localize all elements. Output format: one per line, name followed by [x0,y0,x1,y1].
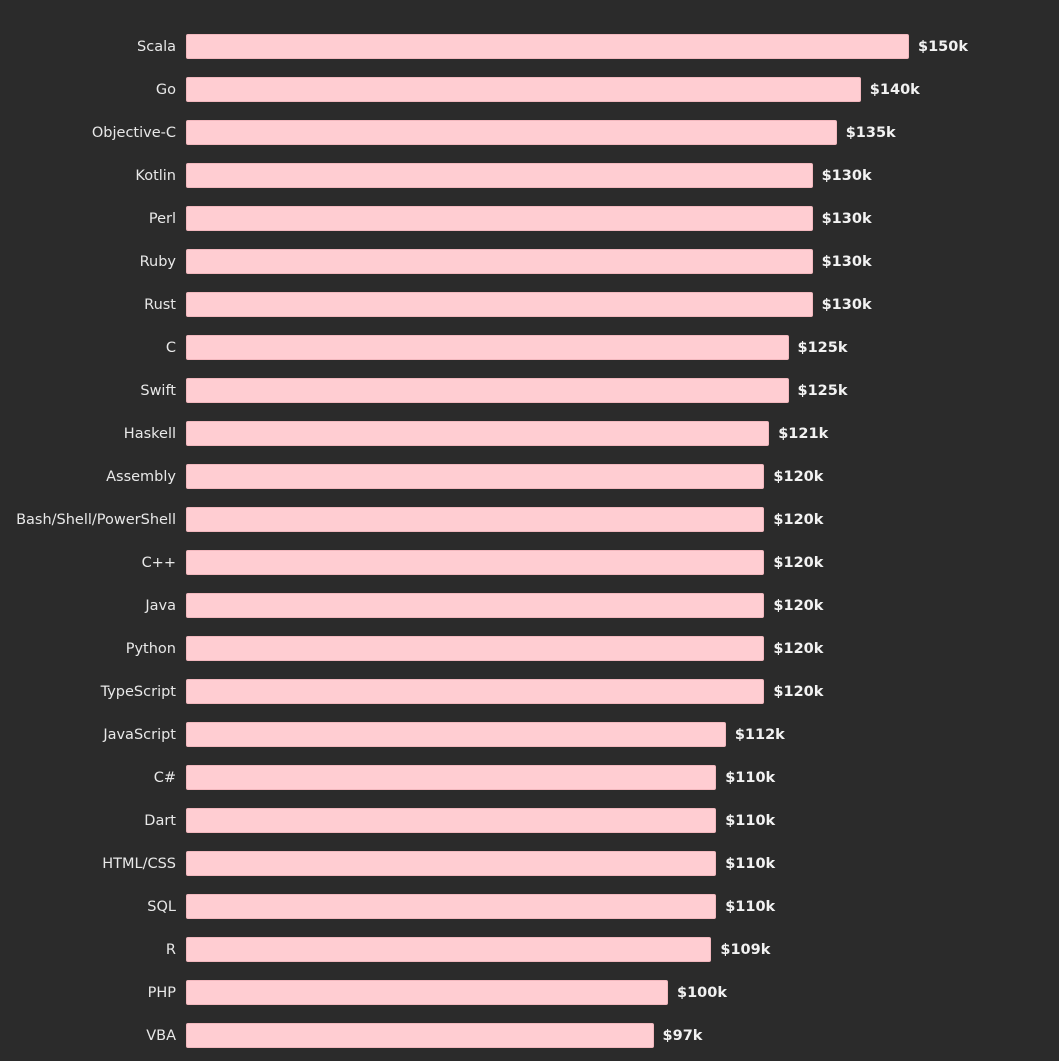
category-label: C# [153,769,176,786]
category-label: Scala [137,38,176,55]
bar-value-label: $125k [797,382,848,399]
bar-track [186,851,1059,876]
bar [186,765,716,790]
category-label: TypeScript [100,683,176,700]
bar-track [186,679,1059,704]
bar-value-label: $97k [662,1027,703,1044]
bar [186,679,764,704]
bar-value-label: $120k [773,640,824,657]
bar [186,1023,654,1048]
bar-track [186,507,1059,532]
bar-track [186,765,1059,790]
bar [186,120,837,145]
chart-row [0,283,1059,326]
bar-track [186,937,1059,962]
chart-row [0,584,1059,627]
bar-track [186,636,1059,661]
bar [186,722,726,747]
bar [186,77,861,102]
category-label: Perl [148,210,176,227]
chart-row [0,197,1059,240]
chart-row [0,799,1059,842]
chart-row [0,541,1059,584]
bar-track [186,980,1059,1005]
bar [186,851,716,876]
chart-row [0,154,1059,197]
chart-row [0,455,1059,498]
bar [186,378,789,403]
category-label: R [165,941,176,958]
bar [186,206,813,231]
chart-row [0,68,1059,111]
bar [186,34,909,59]
bar [186,636,764,661]
category-label: Java [145,597,176,614]
category-label: Python [125,640,176,657]
bar [186,894,716,919]
bar-track [186,550,1059,575]
bar-value-label: $112k [734,726,785,743]
bar-value-label: $130k [821,167,872,184]
category-label: Bash/Shell/PowerShell [16,511,176,528]
bar-value-label: $110k [725,812,776,829]
chart-row [0,971,1059,1014]
category-label: C++ [141,554,176,571]
category-label: HTML/CSS [102,855,176,872]
bar-value-label: $140k [869,81,920,98]
bar [186,163,813,188]
chart-row [0,326,1059,369]
bar-track [186,249,1059,274]
bar-track [186,722,1059,747]
bar-track [186,464,1059,489]
bar-track [186,378,1059,403]
bar-track [186,206,1059,231]
chart-row [0,627,1059,670]
category-label: Go [155,81,176,98]
bar-value-label: $109k [720,941,771,958]
category-label: SQL [147,898,176,915]
bar-value-label: $130k [821,253,872,270]
bar-track [186,808,1059,833]
bar [186,292,813,317]
bar-track [186,1023,1059,1048]
chart-row [0,498,1059,541]
chart-row [0,1014,1059,1057]
bar-track [186,34,1059,59]
bar-track [186,894,1059,919]
bar [186,249,813,274]
bar-value-label: $110k [725,898,776,915]
bar-value-label: $130k [821,210,872,227]
bar [186,808,716,833]
bar [186,550,764,575]
bar-value-label: $120k [773,554,824,571]
category-label: PHP [147,984,176,1001]
bar [186,464,764,489]
bar-track [186,593,1059,618]
chart-row [0,713,1059,756]
chart-row [0,111,1059,154]
category-label: Ruby [139,253,176,270]
category-label: Assembly [106,468,176,485]
bar-value-label: $120k [773,511,824,528]
chart-row [0,756,1059,799]
chart-row [0,240,1059,283]
bar [186,507,764,532]
chart-row [0,369,1059,412]
bar-value-label: $120k [773,468,824,485]
chart-row [0,25,1059,68]
bar-value-label: $125k [797,339,848,356]
chart-row [0,842,1059,885]
bar-value-label: $135k [845,124,896,141]
bar [186,421,769,446]
category-label: VBA [146,1027,176,1044]
chart-row [0,928,1059,971]
bar-value-label: $150k [918,38,968,55]
chart-row [0,412,1059,455]
bar [186,980,668,1005]
bar-value-label: $110k [725,855,776,872]
bar [186,335,789,360]
bar [186,593,764,618]
bar-track [186,120,1059,145]
bar-value-label: $130k [821,296,872,313]
bar-track [186,335,1059,360]
chart-row [0,885,1059,928]
chart-row [0,670,1059,713]
bar-value-label: $120k [773,597,824,614]
bar-track [186,77,1059,102]
bar-value-label: $110k [725,769,776,786]
category-label: C [165,339,176,356]
category-label: JavaScript [103,726,176,743]
category-label: Swift [140,382,176,399]
category-label: Kotlin [135,167,176,184]
category-label: Objective-C [91,124,176,141]
bar-track [186,292,1059,317]
bar-value-label: $121k [778,425,829,442]
bar-value-label: $100k [677,984,727,1001]
bar-track [186,163,1059,188]
category-label: Dart [144,812,176,829]
bar-value-label: $120k [773,683,824,700]
category-label: Rust [144,296,176,313]
category-label: Haskell [123,425,176,442]
bar [186,937,711,962]
bar-track [186,421,1059,446]
